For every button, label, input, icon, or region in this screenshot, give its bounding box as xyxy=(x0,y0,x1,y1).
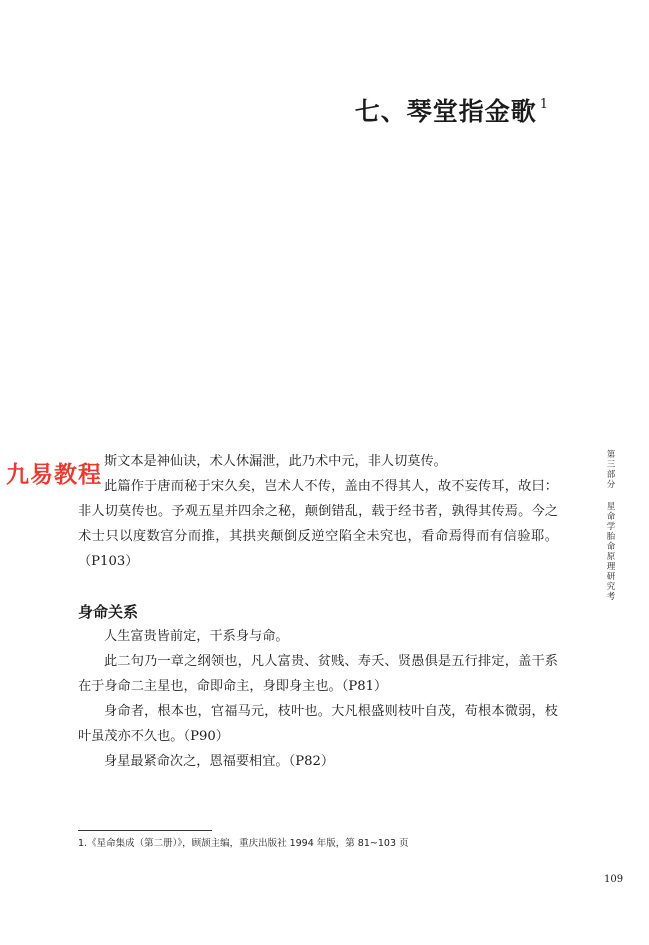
section-body xyxy=(78,624,558,774)
side-label-char: 胎 xyxy=(606,532,616,542)
side-label-char: 究 xyxy=(606,582,616,592)
section-heading: 身命关系 xyxy=(78,603,139,621)
side-label-char: 学 xyxy=(606,522,616,532)
side-label-char: 分 xyxy=(606,480,616,490)
side-label-char: 星 xyxy=(606,502,616,512)
section-paragraph: 人生富贵皆前定，干系身与命。 xyxy=(104,629,289,644)
chapter-title xyxy=(355,92,549,128)
watermark-logo: 九易教程 xyxy=(6,462,102,488)
intro-paragraph: 斯文本是神仙诀，术人休漏泄，此乃术中元，非人切莫传。 xyxy=(104,454,447,469)
side-label-char: 考 xyxy=(606,592,616,602)
intro-paragraph: 此篇作于唐而秘于宋久矣，岂术人不传，盖由不得其人，故不妄传耳，故曰：非人切莫传也。予观五星并四余之秘，颠倒错乱，载于经书者，孰得其传焉。今之术士只以度数宫分而推，其拱夹颠倒反逆空陷全未究也，看命焉得而有信验耶。（P103） xyxy=(78,479,558,569)
section-paragraph: 此二句乃一章之纲领也，凡人富贵、贫贱、寿夭、贤愚俱是五行排定，盖干系在于身命二主星也，命即命主，身即身主也。（P81） xyxy=(78,654,558,694)
side-label-char: 部 xyxy=(606,470,616,480)
side-label-char: 命 xyxy=(606,512,616,522)
intro-text xyxy=(78,449,558,574)
side-section-label xyxy=(604,450,618,602)
side-label-char: 原 xyxy=(606,552,616,562)
section-paragraph: 身星最紧命次之，恩福要相宜。（P82） xyxy=(104,754,335,769)
side-label-char: 第 xyxy=(606,450,616,460)
page-number: 109 xyxy=(604,874,624,885)
side-label-char: 研 xyxy=(606,572,616,582)
footnote: 1.《星命集成（第二册）》，顾颉主编，重庆出版社 1994 年版，第 81~103 页 xyxy=(78,838,409,849)
side-label-char: 理 xyxy=(606,562,616,572)
side-label-char: 命 xyxy=(606,542,616,552)
footnote-divider xyxy=(78,830,212,831)
footnote-marker: 1 xyxy=(539,97,549,112)
side-label-char: 三 xyxy=(606,460,616,470)
chapter-title-text: 七、琴堂指金歌 xyxy=(354,97,537,126)
section-paragraph: 身命者，根本也，官福马元，枝叶也。大凡根盛则枝叶自茂，苟根本微弱，枝叶虽茂亦不久也。（P90） xyxy=(78,704,558,744)
